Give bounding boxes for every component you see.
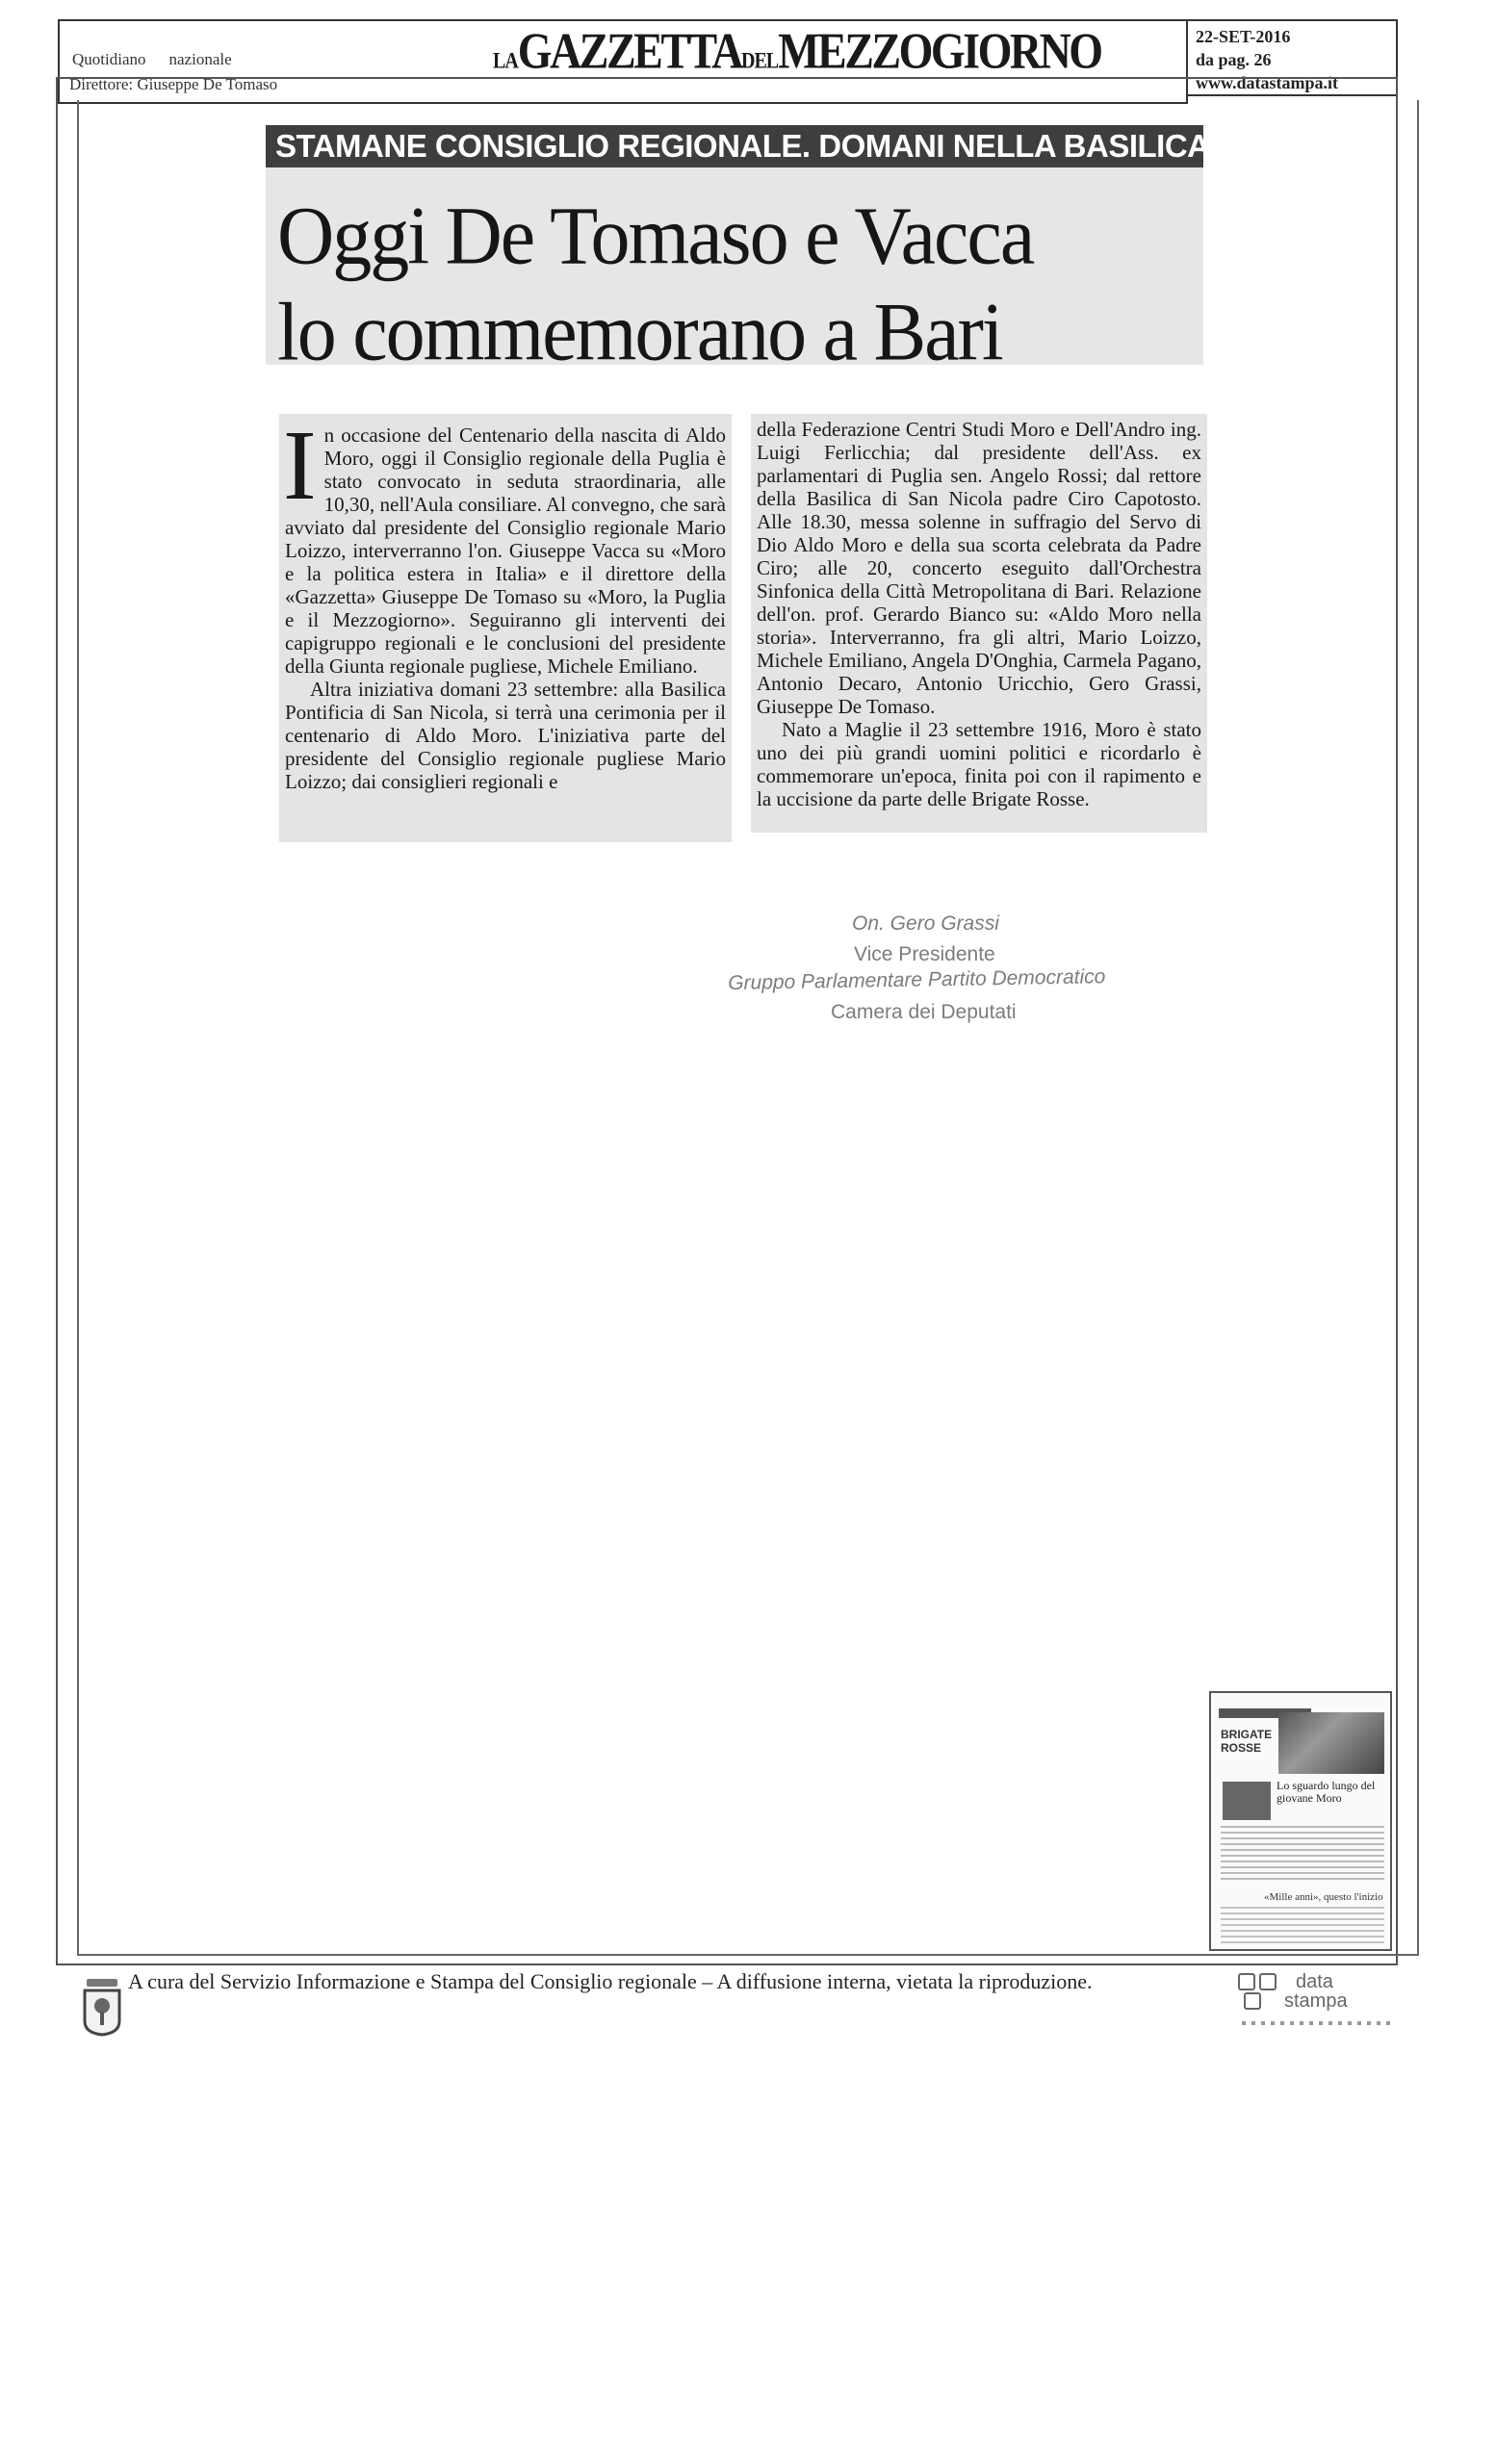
masthead-logo — [493, 21, 1101, 80]
thumbnail-text-lines — [1221, 1826, 1384, 1884]
article-title-line-1: Oggi De Tomaso e Vacca — [277, 190, 1034, 282]
logo-word-stampa: stampa — [1284, 1990, 1348, 2012]
column-1-paragraph-2: Altra iniziativa domani 23 settembre: alla Basilica Pontificia di San Nicola, si terrà una cerimonia per il centenario di Aldo Moro. L'iniziativa parte del presidente del Consiglio regionale pugliese Mario Loizzo; dai consiglieri regionali e — [285, 678, 726, 793]
director-line: Direttore: Giuseppe De Tomaso — [69, 75, 278, 93]
stamp-role: Vice Presidente — [854, 943, 995, 965]
column-2-paragraph-1: della Federazione Centri Studi Moro e Dell'Andro ing. Luigi Ferlicchia; dal presidente dell'Ass. ex parlamentari di Puglia sen. Angelo Rossi; dal rettore della Basilica di San Nicola padre Ciro Capotosto. Alle 18.30, messa solenne in suffragio del Servo di Dio Aldo Moro e della sua scorta celebrata da Padre Ciro; alle 20, concerto eseguito dall'Orchestra Sinfonica della Città Metropolitana di Bari. Relazione dell'on. prof. Gerardo Bianco su: «Aldo Moro nella storia». Interverranno, fra gli altri, Mario Loizzo, Michele Emiliano, Angela D'Onghia, Carmela Pagano, Antonio Decaro, Antonio Uricchio, Gero Grassi, Giuseppe De Tomaso. — [757, 418, 1201, 718]
clip-date: 22-SET-2016 — [1196, 27, 1291, 46]
regional-crest-icon — [81, 1979, 123, 2037]
thumbnail-portrait — [1223, 1782, 1271, 1820]
column-1-paragraph-1: n occasione del Centenario della nascita di Aldo Moro, oggi il Consiglio regionale della Puglia è stato convocato in seduta straordinaria, alle 10,30, nell'Aula consiliare. Al convegno, che sarà avviato dal presidente del Consiglio regionale Mario Loizzo, interverranno l'on. Giuseppe Vacca su «Moro e la politica estera in Italia» e il direttore della «Gazzetta» Giuseppe De Tomaso su «Moro, la Puglia e il Mezzogiorno». Seguiranno gli interventi dei capigruppo regionali e le conclusioni del presidente della Giunta regionale pugliese, Michele Emiliano. — [285, 424, 726, 678]
publication-type-1: Quotidiano — [72, 50, 146, 68]
stamp-name: On. Gero Grassi — [852, 912, 999, 935]
drop-cap: I — [283, 410, 317, 521]
logo-dotted-line — [1242, 2021, 1396, 2025]
page-reference: da pag. 26 — [1196, 50, 1272, 69]
logo-square-1 — [1238, 1973, 1255, 1990]
logo-square-3 — [1244, 1992, 1261, 2010]
publication-type-2: nazionale — [168, 50, 232, 68]
thumbnail-text-lines-2 — [1221, 1907, 1384, 1945]
stamp-chamber: Camera dei Deputati — [831, 1001, 1017, 1023]
masthead-prefix: LA — [493, 48, 518, 74]
thumbnail-caption: «Mille anni», questo l'inizio — [1264, 1891, 1383, 1903]
masthead-main: GAZZETTA — [517, 22, 742, 79]
logo-square-2 — [1259, 1973, 1277, 1990]
publication-type — [72, 50, 232, 69]
column-2-paragraph-2: Nato a Maglie il 23 settembre 1916, Moro è stato uno dei più grandi uomini politici e ricordarlo è commemorare un'epoca, finita poi con il rapimento e la uccisione da parte delle Brigate Rosse. — [757, 718, 1201, 810]
article-column-1 — [283, 410, 726, 793]
article-kicker: STAMANE CONSIGLIO REGIONALE. DOMANI NELLA BASILICA — [266, 125, 1203, 167]
stamp-group: Gruppo Parlamentare Partito Democratico — [728, 965, 1106, 994]
masthead-mid: DEL — [741, 48, 779, 74]
website-link[interactable]: www.datastampa.it — [1196, 73, 1339, 92]
logo-word-data: data — [1296, 1971, 1333, 1992]
thumbnail-headline: Lo sguardo lungo del giovane Moro — [1277, 1779, 1376, 1805]
footer-note: A cura del Servizio Informazione e Stampa del Consiglio regionale – A diffusione interna, vietata la riproduzione. — [128, 1969, 1093, 1993]
thumbnail-side-text: BRIGATE ROSSE — [1221, 1728, 1273, 1755]
masthead-end: MEZZOGIORNO — [778, 22, 1101, 79]
article-column-2 — [757, 418, 1201, 810]
article-title-line-2: lo commemorano a Bari — [277, 286, 1002, 378]
thumbnail-photo — [1278, 1712, 1384, 1774]
page-thumbnail[interactable] — [1209, 1691, 1392, 1951]
